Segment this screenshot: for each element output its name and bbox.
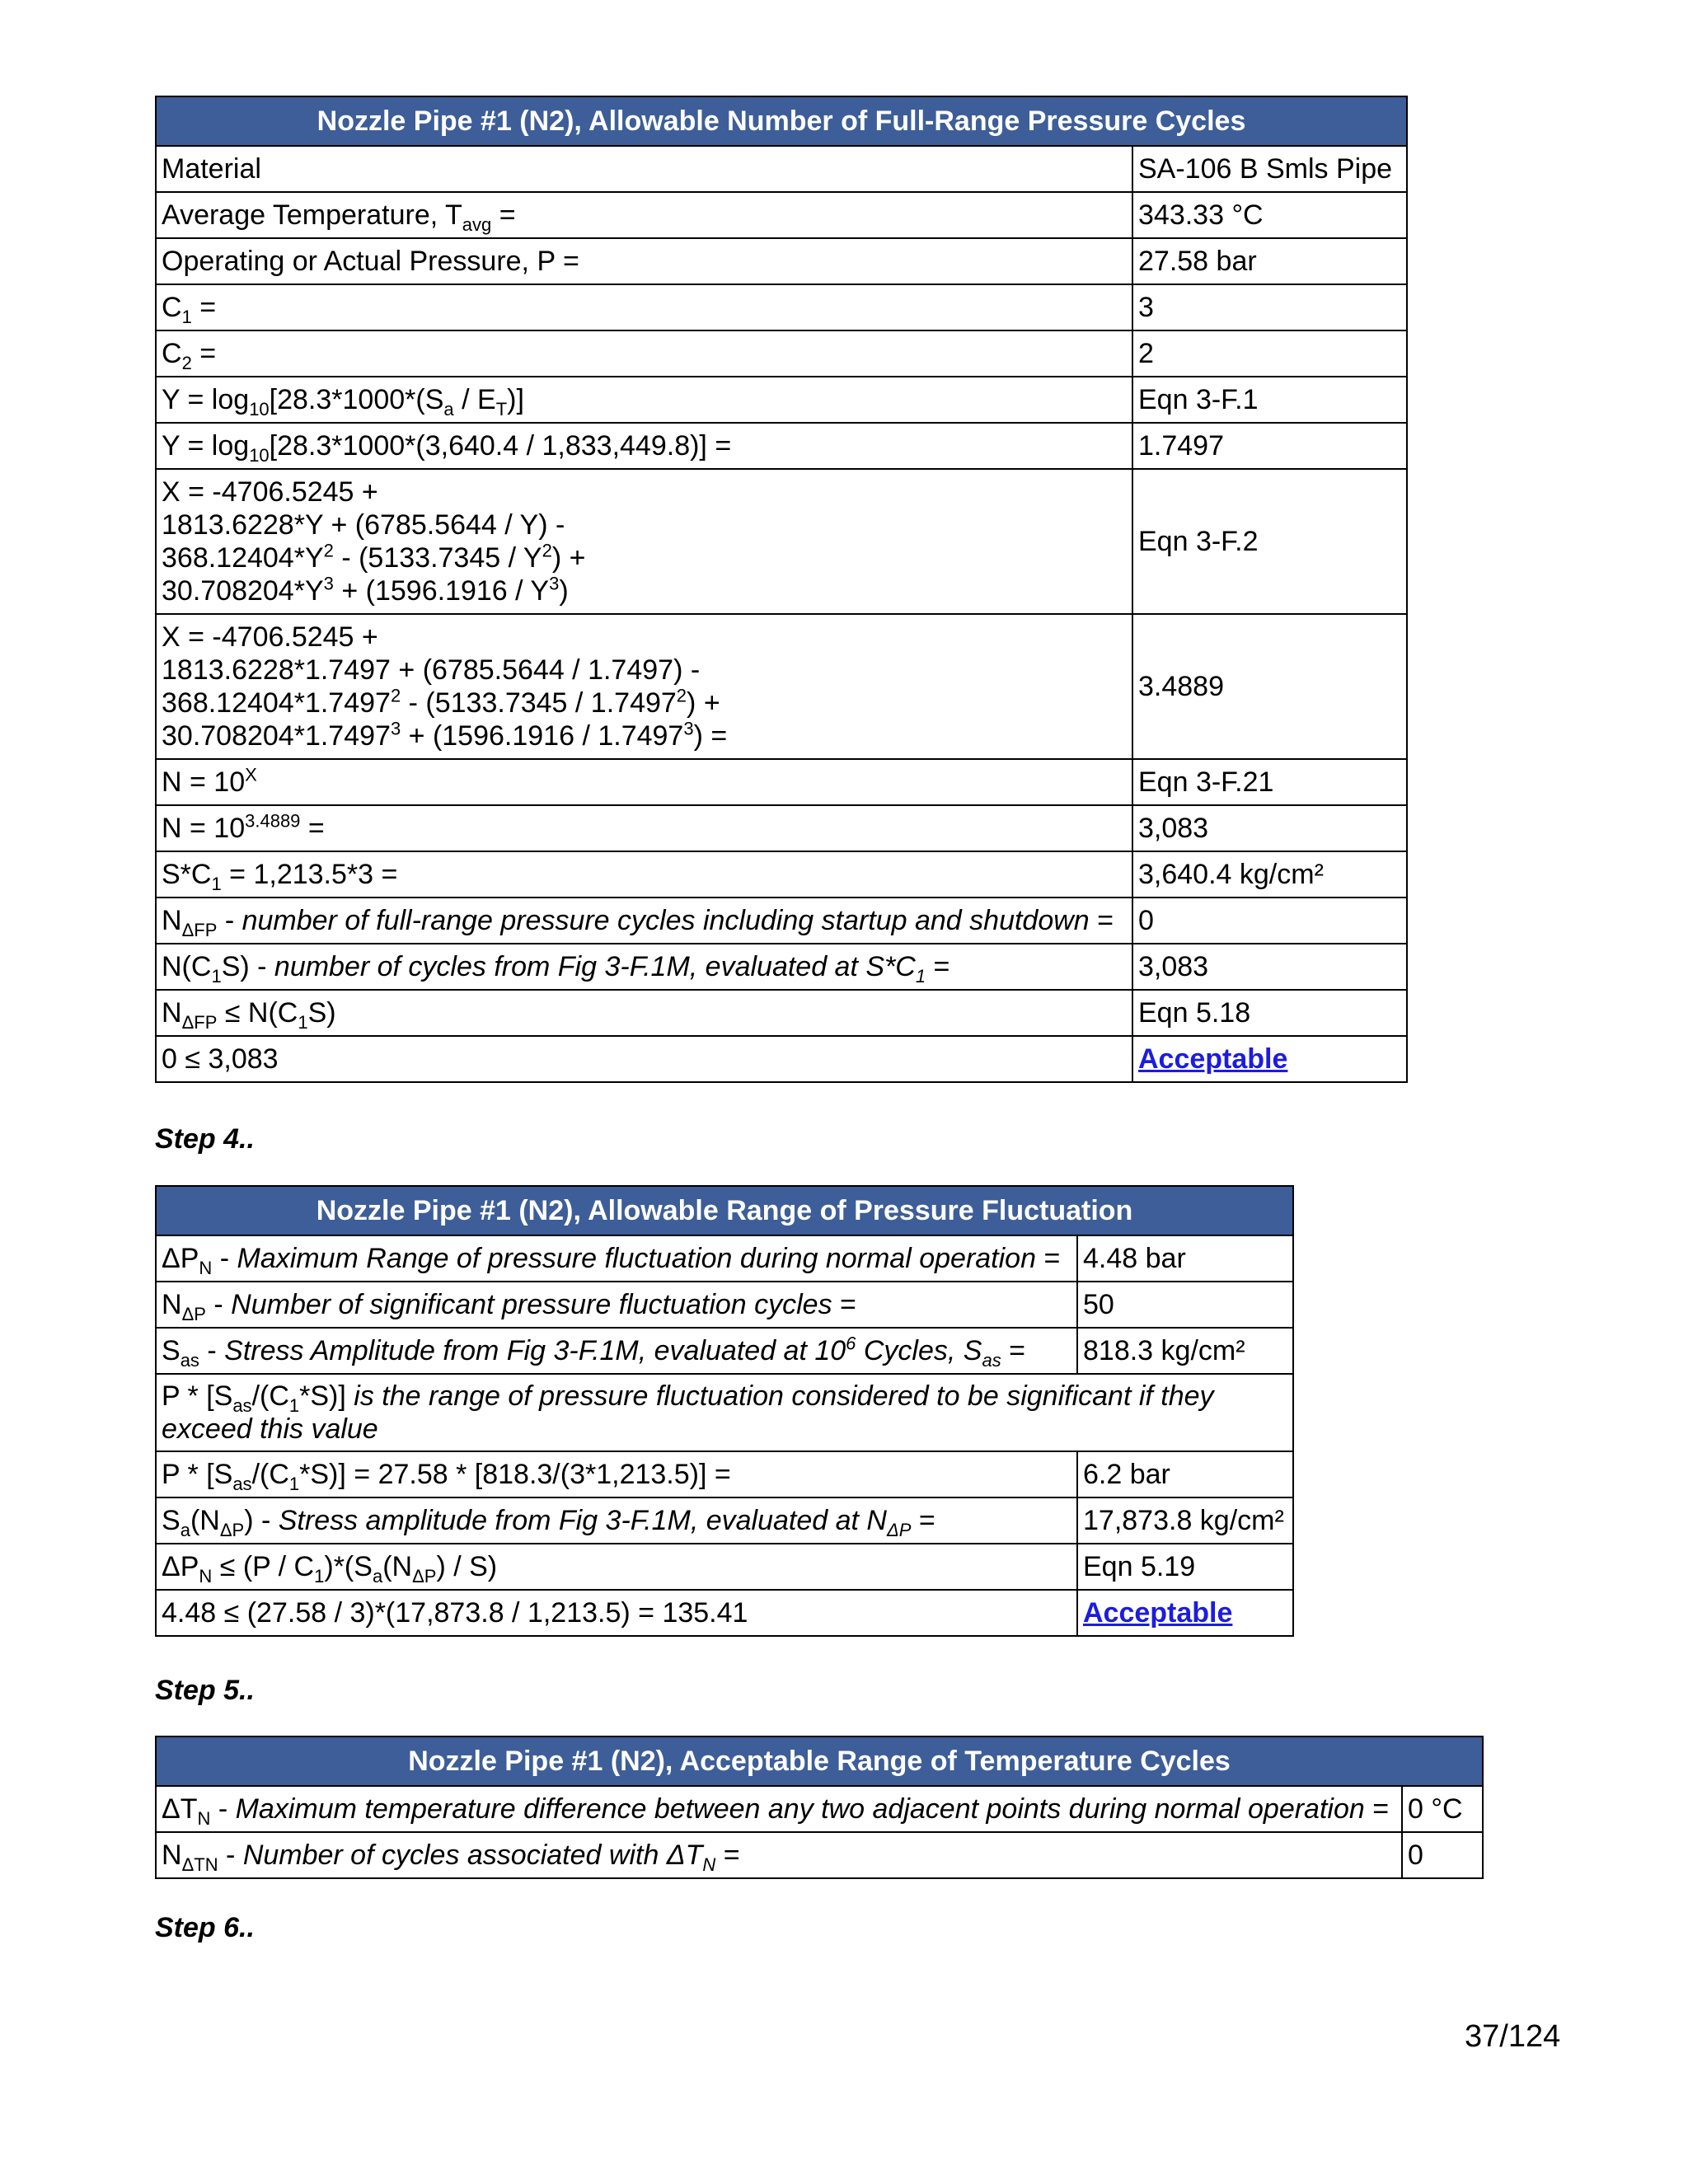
row-value: 818.3 kg/cm²: [1077, 1328, 1293, 1374]
step-label: Step 5..: [155, 1675, 255, 1706]
row-label: $N_{\Delta FP} \le N(C_1S)$: [156, 990, 1132, 1036]
row-value: 3.4889: [1132, 614, 1407, 759]
temperature-cycles-table: [155, 1736, 1484, 1879]
row-label: $N(C_1S)$ - number of cycles from Fig 3-F.1M, evaluated at $S*C_1$ =: [156, 944, 1132, 990]
row-value: 343.33 °C: [1132, 192, 1407, 238]
row-label: X = -4706.5245 + 1813.6228*Y + (6785.5644 / Y) - $368.12404*Y^2 - (5133.7345 / Y^2)$ + $30.708204*Y^3 + (1596.1916 / Y^3)$: [156, 469, 1132, 614]
row-value: 1.7497: [1132, 423, 1407, 469]
table-row: [156, 423, 1407, 469]
table-row: [156, 759, 1407, 805]
row-label: $\Delta T_N$ - Maximum temperature difference between any two adjacent points during normal operation =: [156, 1786, 1402, 1832]
table-row: [156, 192, 1407, 238]
row-value: 3: [1132, 284, 1407, 330]
table-title: Nozzle Pipe #1 (N2), Allowable Number of Full-Range Pressure Cycles: [156, 96, 1407, 146]
full-range-pressure-cycles-table: [155, 96, 1408, 1083]
table-title: Nozzle Pipe #1 (N2), Acceptable Range of Temperature Cycles: [156, 1736, 1483, 1786]
row-value: 3,640.4 kg/cm²: [1132, 851, 1407, 898]
table-row: [156, 1544, 1293, 1590]
table-row: [156, 1282, 1293, 1328]
table-row: [156, 1235, 1293, 1282]
row-label: $N_{\Delta TN}$ - Number of cycles associated with $\Delta T_N$ =: [156, 1832, 1402, 1878]
row-value: [1132, 1036, 1407, 1082]
table-row: [156, 238, 1407, 284]
row-label: $Y = \log_{10}[28.3*1000*(S_a / E_T)]$: [156, 377, 1132, 423]
row-label: $N = 10^{3.4889}$ =: [156, 805, 1132, 851]
table-row: [156, 898, 1407, 944]
step-label: Step 4..: [155, 1123, 255, 1155]
table-row: [156, 851, 1407, 898]
row-label: $\Delta P_N \le (P / C_1)*(S_a(N_{\Delta P}) / S)$: [156, 1544, 1077, 1590]
row-value: Eqn 3-F.1: [1132, 377, 1407, 423]
row-value: Eqn 3-F.21: [1132, 759, 1407, 805]
row-value: Eqn 5.19: [1077, 1544, 1293, 1590]
table-row: [156, 1451, 1293, 1497]
row-label: Average Temperature, $T_{avg}$ =: [156, 192, 1132, 238]
row-label: $\Delta P_N$ - Maximum Range of pressure fluctuation during normal operation =: [156, 1235, 1077, 1282]
table-row: [156, 805, 1407, 851]
row-value: 0: [1402, 1832, 1483, 1878]
row-value: [1077, 1590, 1293, 1636]
table-row: [156, 1786, 1483, 1832]
row-label: 4.48 ≤ (27.58 / 3)*(17,873.8 / 1,213.5) = 135.41: [156, 1590, 1077, 1636]
row-value: 2: [1132, 330, 1407, 377]
row-label: Operating or Actual Pressure, P =: [156, 238, 1132, 284]
row-label: $C_1$ =: [156, 284, 1132, 330]
row-value: Eqn 5.18: [1132, 990, 1407, 1036]
row-value: 3,083: [1132, 944, 1407, 990]
row-label: Material: [156, 146, 1132, 192]
table-row: [156, 990, 1407, 1036]
row-label: $S_a(N_{\Delta P})$ - Stress amplitude from Fig 3-F.1M, evaluated at $N_{\Delta P}$ =: [156, 1497, 1077, 1544]
table-row: [156, 1590, 1293, 1636]
row-value: 0 °C: [1402, 1786, 1483, 1832]
table-row: [156, 284, 1407, 330]
row-value: 27.58 bar: [1132, 238, 1407, 284]
table-row: [156, 146, 1407, 192]
row-label: 0 ≤ 3,083: [156, 1036, 1132, 1082]
table-row: [156, 330, 1407, 377]
row-label: $N_{\Delta FP}$ - number of full-range pressure cycles including startup and shutdown =: [156, 898, 1132, 944]
row-value: 4.48 bar: [1077, 1235, 1293, 1282]
table-row: [156, 614, 1407, 759]
table-row: [156, 1374, 1293, 1451]
row-value: SA-106 B Smls Pipe: [1132, 146, 1407, 192]
page-number: 37/124: [1465, 2019, 1561, 2054]
row-value: 17,873.8 kg/cm²: [1077, 1497, 1293, 1544]
row-label: $P * [S_{as}/(C_1*S)] = 27.58 * [818.3/(3*1,213.5)]$ =: [156, 1451, 1077, 1497]
table-row: [156, 944, 1407, 990]
table-title: Nozzle Pipe #1 (N2), Allowable Range of Pressure Fluctuation: [156, 1186, 1293, 1235]
table-row: [156, 1328, 1293, 1374]
row-label: $S_{as}$ - Stress Amplitude from Fig 3-F.1M, evaluated at $10^6$ Cycles, $S_{as}$ =: [156, 1328, 1077, 1374]
step-label: Step 6..: [155, 1912, 255, 1943]
row-value: 0: [1132, 898, 1407, 944]
row-label: X = -4706.5245 + 1813.6228*1.7497 + (6785.5644 / 1.7497) - $368.12404*1.7497^2 - (5133.7345 / 1.7497^2)$ + $30.708204*1.7497^3 + (1596.1916 / 1.7497^3)$ =: [156, 614, 1132, 759]
row-label: $N = 10^X$: [156, 759, 1132, 805]
row-value: 50: [1077, 1282, 1293, 1328]
acceptable-link[interactable]: Acceptable: [1138, 1043, 1288, 1075]
table-row: [156, 1497, 1293, 1544]
table-row: [156, 469, 1407, 614]
pressure-fluctuation-table: [155, 1185, 1294, 1637]
acceptable-link[interactable]: Acceptable: [1083, 1596, 1233, 1629]
row-note: P * $[S_{as}/(C_1*S)]$ is the range of pressure fluctuation considered to be significant if they exceed this value: [156, 1374, 1293, 1451]
row-label: $C_2$ =: [156, 330, 1132, 377]
table-row: [156, 377, 1407, 423]
row-label: $S*C_1 = 1,213.5*3$ =: [156, 851, 1132, 898]
row-label: $N_{\Delta P}$ - Number of significant pressure fluctuation cycles =: [156, 1282, 1077, 1328]
row-value: 6.2 bar: [1077, 1451, 1293, 1497]
row-label: $Y = \log_{10}[28.3*1000*(3,640.4 / 1,833,449.8)]$ =: [156, 423, 1132, 469]
table-row: [156, 1036, 1407, 1082]
table-row: [156, 1832, 1483, 1878]
row-value: 3,083: [1132, 805, 1407, 851]
row-value: Eqn 3-F.2: [1132, 469, 1407, 614]
